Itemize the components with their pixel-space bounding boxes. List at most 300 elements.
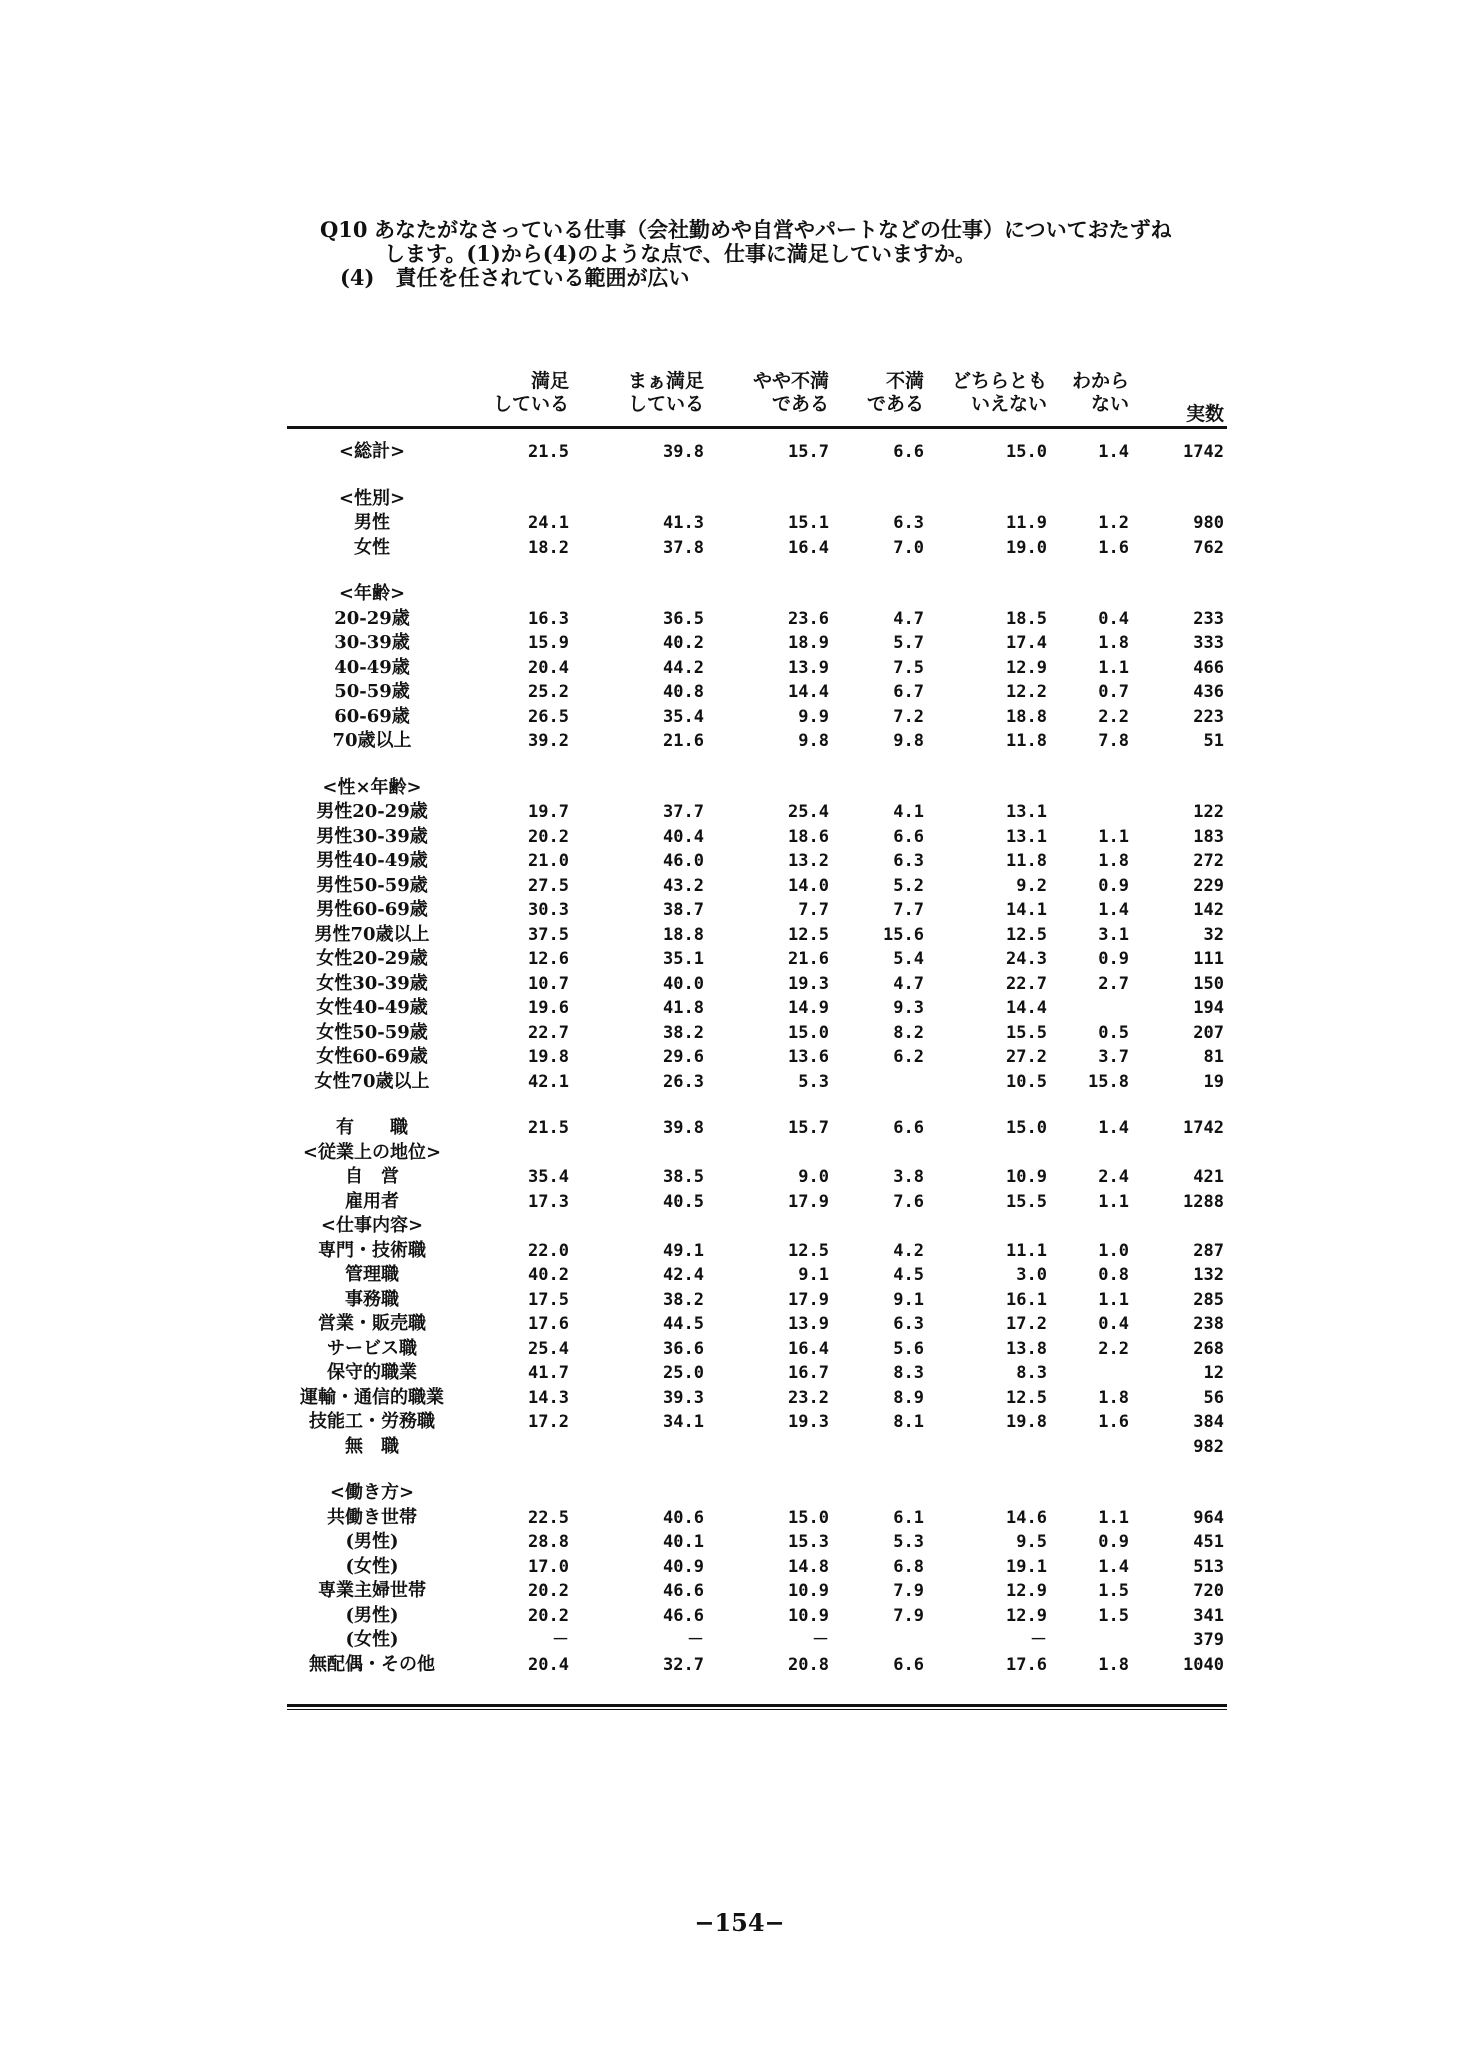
row-label: 雇用者 <box>345 1190 399 1212</box>
cell-value: 10.9 <box>788 1605 829 1626</box>
column-header <box>1072 370 1129 416</box>
cell-value: 18.6 <box>788 826 829 847</box>
cell-value: 132 <box>1193 1265 1224 1285</box>
cell-value: 30.3 <box>528 900 569 920</box>
column-header <box>952 370 1047 416</box>
cell-value: 333 <box>1193 633 1224 653</box>
cell-value: 384 <box>1193 1412 1224 1432</box>
cell-value: 44.5 <box>663 1314 704 1334</box>
cell-value: 46.6 <box>663 1581 704 1601</box>
question-text-1: あなたがなさっている仕事（会社勤めや自営やパートなどの仕事）についておたずね <box>374 217 1172 242</box>
cell-value: 14.4 <box>1006 998 1047 1018</box>
table-row <box>287 776 1227 801</box>
cell-value: 42.1 <box>528 1071 569 1092</box>
row-label: 男性 <box>354 512 390 533</box>
table-row <box>287 536 1227 561</box>
table-row <box>287 1239 1227 1264</box>
cell-value: 20.2 <box>528 1581 569 1601</box>
cell-value: 4.7 <box>893 973 924 994</box>
cell-value: 1.8 <box>1098 633 1129 653</box>
cell-value: 238 <box>1193 1314 1224 1334</box>
cell-value: 9.9 <box>798 706 829 727</box>
cell-value: 21.5 <box>528 442 569 462</box>
cell-value: 7.2 <box>893 706 924 727</box>
table-row <box>287 1386 1227 1411</box>
row-label: 男性20-29歳 <box>316 801 428 822</box>
cell-value: 15.5 <box>1006 1191 1047 1212</box>
cell-value: 22.7 <box>528 1022 569 1043</box>
cell-value: 8.9 <box>893 1387 924 1408</box>
row-label: 女性60-69歳 <box>316 1046 428 1067</box>
table-row <box>287 487 1227 512</box>
cell-value: 7.9 <box>893 1605 924 1626</box>
row-label: <総計> <box>338 441 406 462</box>
row-label: 保守的職業 <box>327 1362 417 1383</box>
cell-value: 3.7 <box>1098 1047 1129 1067</box>
cell-value: 20.2 <box>528 826 569 847</box>
cell-value: 19.0 <box>1006 537 1047 558</box>
cell-value: 17.6 <box>528 1314 569 1334</box>
cell-value: 11.9 <box>1006 513 1047 533</box>
cell-value: 39.2 <box>528 731 569 751</box>
table-bottom-rule <box>287 1704 1227 1707</box>
cell-value: 1.8 <box>1098 851 1129 871</box>
cell-value: 35.4 <box>663 706 704 727</box>
table-row <box>287 1070 1227 1095</box>
cell-value: 2.4 <box>1098 1167 1129 1187</box>
cell-value: 1.4 <box>1098 442 1129 462</box>
cell-value: 1.6 <box>1098 1412 1129 1432</box>
cell-value: 32 <box>1203 924 1224 945</box>
cell-value: 18.8 <box>1006 706 1047 727</box>
cell-value: 11.1 <box>1006 1240 1047 1261</box>
cell-value: 9.8 <box>893 731 924 751</box>
cell-value: 6.6 <box>893 442 924 462</box>
cell-value: 10.7 <box>528 973 569 994</box>
cell-value: 21.5 <box>528 1118 569 1138</box>
cell-value: 34.1 <box>663 1412 704 1432</box>
column-header-line1: やや不満 <box>752 370 829 392</box>
cell-value: 1040 <box>1183 1654 1224 1675</box>
cell-value: 6.3 <box>893 1314 924 1334</box>
cell-value: 150 <box>1193 973 1224 994</box>
cell-value: 22.0 <box>528 1240 569 1261</box>
column-header-line1: どちらとも <box>951 370 1047 392</box>
row-label: 女性50-59歳 <box>316 1021 428 1043</box>
cell-value: 43.2 <box>663 875 704 896</box>
table-row <box>287 607 1227 632</box>
cell-value: 15.3 <box>788 1532 829 1552</box>
cell-value: 3.0 <box>1016 1265 1047 1285</box>
cell-value: 10.9 <box>788 1581 829 1601</box>
table-row <box>287 1410 1227 1435</box>
cell-value: 9.3 <box>893 998 924 1018</box>
table-row <box>287 1555 1227 1580</box>
cell-value: 14.0 <box>788 875 829 896</box>
table-row <box>287 825 1227 850</box>
cell-value: 46.0 <box>663 851 704 871</box>
cell-value: 1288 <box>1183 1191 1224 1212</box>
cell-value: 13.1 <box>1006 802 1047 822</box>
column-header-line1: 不満 <box>885 370 924 392</box>
row-label: 女性70歳以上 <box>314 1070 430 1092</box>
cell-value: 9.5 <box>1016 1532 1047 1552</box>
cell-value: 5.7 <box>893 633 924 653</box>
table-row <box>287 800 1227 825</box>
cell-value: 7.7 <box>893 900 924 920</box>
cell-value: 1.1 <box>1098 1507 1129 1528</box>
cell-value: 2.2 <box>1098 1338 1129 1359</box>
table-row <box>287 511 1227 536</box>
table-row <box>287 1435 1227 1460</box>
row-label: 自 営 <box>345 1166 399 1187</box>
cell-value: 49.1 <box>663 1240 704 1261</box>
cell-value: 7.0 <box>893 537 924 558</box>
cell-value: 14.1 <box>1006 900 1047 920</box>
cell-value: 37.5 <box>528 924 569 945</box>
cell-value: 18.9 <box>788 633 829 653</box>
cell-value: 23.2 <box>788 1387 829 1408</box>
column-header-line2: である <box>866 393 924 415</box>
cell-value: 40.2 <box>528 1265 569 1285</box>
cell-value: 16.4 <box>788 1338 829 1359</box>
cell-value: 1.4 <box>1098 1556 1129 1577</box>
table-row <box>287 1481 1227 1506</box>
cell-value: 81 <box>1203 1047 1224 1067</box>
row-label: 無配偶・その他 <box>309 1653 435 1675</box>
cell-value: 1.2 <box>1098 513 1129 533</box>
cell-value: 12 <box>1203 1363 1224 1383</box>
cell-value: 22.7 <box>1006 973 1047 994</box>
cell-value: 6.3 <box>893 851 924 871</box>
cell-value: 36.6 <box>663 1338 704 1359</box>
cell-value: 1.1 <box>1098 657 1129 678</box>
cell-value: 13.9 <box>788 1314 829 1334</box>
table-body <box>287 440 1227 1677</box>
table-bottom-rule-thin <box>287 1709 1227 1710</box>
row-label: 無 職 <box>345 1435 399 1457</box>
cell-value: 39.8 <box>663 442 704 462</box>
table-row <box>287 1190 1227 1215</box>
row-label: 30-39歳 <box>334 632 410 653</box>
cell-value: 19 <box>1203 1071 1224 1092</box>
cell-value: 762 <box>1193 537 1224 558</box>
table-row <box>287 680 1227 705</box>
cell-value: － <box>552 1630 569 1650</box>
cell-value: 19.8 <box>528 1047 569 1067</box>
cell-value: 17.2 <box>1006 1314 1047 1334</box>
cell-value: 15.0 <box>1006 442 1047 462</box>
cell-value: 513 <box>1193 1556 1224 1577</box>
cell-value: 6.6 <box>893 1118 924 1138</box>
cell-value: 19.1 <box>1006 1556 1047 1577</box>
cell-value: 44.2 <box>663 657 704 678</box>
cell-value: 5.6 <box>893 1338 924 1359</box>
cell-value: 15.7 <box>788 442 829 462</box>
cell-value: 223 <box>1193 706 1224 727</box>
row-label: 女性30-39歳 <box>316 972 428 994</box>
table-row <box>287 874 1227 899</box>
column-header-line1: 満足 <box>530 370 569 392</box>
cell-value: 1.5 <box>1098 1581 1129 1601</box>
table-row <box>287 631 1227 656</box>
table-row <box>287 705 1227 730</box>
column-header-line2: である <box>771 393 829 415</box>
cell-value: 466 <box>1193 657 1224 678</box>
cell-value: 2.2 <box>1098 706 1129 727</box>
cell-value: 980 <box>1193 513 1224 533</box>
cell-value: 13.9 <box>788 657 829 678</box>
table-row <box>287 1337 1227 1362</box>
table-row <box>287 1530 1227 1555</box>
table-row <box>287 582 1227 607</box>
cell-value: 379 <box>1193 1630 1224 1650</box>
cell-value: 15.9 <box>528 633 569 653</box>
cell-value: 35.4 <box>528 1167 569 1187</box>
cell-value: 26.5 <box>528 706 569 727</box>
cell-value: 268 <box>1193 1338 1224 1359</box>
table-row <box>287 1021 1227 1046</box>
cell-value: 183 <box>1193 826 1224 847</box>
cell-value: 8.1 <box>893 1412 924 1432</box>
table-header <box>287 370 1227 429</box>
cell-value: 0.8 <box>1098 1265 1129 1285</box>
cell-value: 27.5 <box>528 875 569 896</box>
column-header-line2: している <box>627 393 704 415</box>
cell-value: 14.3 <box>528 1387 569 1408</box>
cell-value: 6.8 <box>893 1556 924 1577</box>
cell-value: 285 <box>1193 1289 1224 1310</box>
cell-value: 2.7 <box>1098 973 1129 994</box>
cell-value: 14.4 <box>788 682 829 702</box>
row-label: 20-29歳 <box>334 607 410 629</box>
cell-value: 142 <box>1193 900 1224 920</box>
cell-value: 18.2 <box>528 537 569 558</box>
table-row <box>287 1288 1227 1313</box>
cell-value: 341 <box>1193 1605 1224 1626</box>
row-label: 70歳以上 <box>332 730 412 751</box>
table-row <box>287 1628 1227 1653</box>
table-row <box>287 898 1227 923</box>
cell-value: 16.4 <box>788 537 829 558</box>
cell-value: 111 <box>1193 949 1224 969</box>
cell-value: 436 <box>1193 682 1224 702</box>
cell-value: 19.6 <box>528 998 569 1018</box>
cell-value: 40.0 <box>663 973 704 994</box>
cell-value: 0.9 <box>1098 875 1129 896</box>
cell-value: 40.9 <box>663 1556 704 1577</box>
cell-value: 15.8 <box>1088 1071 1129 1092</box>
cell-value: 18.8 <box>663 924 704 945</box>
column-header <box>628 370 704 416</box>
cell-value: 1.6 <box>1098 537 1129 558</box>
cell-value: 42.4 <box>663 1265 704 1285</box>
cell-value: － <box>687 1630 704 1650</box>
cell-value: 9.2 <box>1016 875 1047 896</box>
cell-value: 13.1 <box>1006 826 1047 847</box>
row-label: <性×年齢> <box>322 776 422 798</box>
table-row <box>287 729 1227 754</box>
cell-value: 3.1 <box>1098 924 1129 945</box>
cell-value: 7.9 <box>893 1581 924 1601</box>
cell-value: 6.6 <box>893 1654 924 1675</box>
row-label: 40-49歳 <box>334 656 410 678</box>
row-label: 男性40-49歳 <box>316 850 428 871</box>
cell-value: 20.4 <box>528 1654 569 1675</box>
table-row <box>287 440 1227 465</box>
cell-value: 1.4 <box>1098 900 1129 920</box>
cell-value: 40.1 <box>663 1532 704 1552</box>
question-line-1 <box>320 218 1250 242</box>
cell-value: 15.7 <box>788 1118 829 1138</box>
cell-value: 287 <box>1193 1240 1224 1261</box>
cell-value: 38.7 <box>663 900 704 920</box>
column-header-line1 <box>1186 380 1224 403</box>
cell-value: 6.6 <box>893 826 924 847</box>
cell-value: 19.3 <box>788 973 829 994</box>
cell-value: 38.5 <box>663 1167 704 1187</box>
cell-value: 11.8 <box>1006 731 1047 751</box>
cell-value: 39.3 <box>663 1387 704 1408</box>
cell-value: 194 <box>1193 998 1224 1018</box>
cell-value: 1.0 <box>1098 1240 1129 1261</box>
cell-value: 12.2 <box>1006 682 1047 702</box>
row-label: 60-69歳 <box>334 705 410 727</box>
row-label: 事務職 <box>345 1288 399 1310</box>
cell-value: 7.7 <box>798 900 829 920</box>
table-row <box>287 947 1227 972</box>
cell-value: 1742 <box>1183 442 1224 462</box>
cell-value: 13.8 <box>1006 1338 1047 1359</box>
cell-value: 1.1 <box>1098 1289 1129 1310</box>
cell-value: 17.0 <box>528 1556 569 1577</box>
table-row <box>287 1604 1227 1629</box>
question-line-2: します。(1)から(4)のような点で、仕事に満足していますか。 <box>384 241 976 266</box>
cell-value: 16.3 <box>528 608 569 629</box>
column-header-line2: している <box>492 393 569 415</box>
cell-value: 451 <box>1193 1532 1224 1552</box>
cell-value: 22.5 <box>528 1507 569 1528</box>
cell-value: 24.3 <box>1006 949 1047 969</box>
row-label: <従業上の地位> <box>302 1141 442 1163</box>
cell-value: 40.6 <box>663 1507 704 1528</box>
cell-value: 38.2 <box>663 1289 704 1310</box>
column-header-line1: わから <box>1071 370 1129 392</box>
cell-value: 56 <box>1203 1387 1224 1408</box>
cell-value: 16.1 <box>1006 1289 1047 1310</box>
cell-value: 14.6 <box>1006 1507 1047 1528</box>
column-header-line2: 実数 <box>1185 403 1224 425</box>
column-header-line1: まぁ満足 <box>627 370 704 392</box>
row-label: <年齢> <box>338 583 406 604</box>
cell-value: 5.2 <box>893 875 924 896</box>
row-label: 50-59歳 <box>334 681 410 702</box>
cell-value: 233 <box>1193 608 1224 629</box>
row-label: 専門・技術職 <box>318 1239 426 1261</box>
cell-value: 41.8 <box>663 998 704 1018</box>
row-label: 女性40-49歳 <box>316 997 428 1018</box>
cell-value: 10.9 <box>1006 1167 1047 1187</box>
cell-value: 38.2 <box>663 1022 704 1043</box>
cell-value: 7.8 <box>1098 731 1129 751</box>
row-label: (男性) <box>345 1531 399 1552</box>
cell-value: 15.0 <box>788 1507 829 1528</box>
cell-value: 9.8 <box>798 731 829 751</box>
cell-value: 15.0 <box>788 1022 829 1043</box>
cell-value: 964 <box>1193 1507 1224 1528</box>
cell-value: 6.1 <box>893 1507 924 1528</box>
cell-value: 13.2 <box>788 851 829 871</box>
cell-value: 51 <box>1203 731 1224 751</box>
row-label: 専業主婦世帯 <box>318 1580 426 1601</box>
table-row <box>287 923 1227 948</box>
cell-value: 37.8 <box>663 537 704 558</box>
cell-value: 421 <box>1193 1167 1224 1187</box>
cell-value: 0.7 <box>1098 682 1129 702</box>
table-row <box>287 972 1227 997</box>
cell-value: 21.6 <box>663 731 704 751</box>
cell-value: 5.4 <box>893 949 924 969</box>
cell-value: 9.0 <box>798 1167 829 1187</box>
cell-value: 14.8 <box>788 1556 829 1577</box>
row-label: (男性) <box>345 1604 399 1626</box>
cell-value: 4.7 <box>893 608 924 629</box>
column-header <box>1186 380 1224 426</box>
cell-value: 24.1 <box>528 513 569 533</box>
cell-value: 40.5 <box>663 1191 704 1212</box>
cell-value: 6.7 <box>893 682 924 702</box>
cell-value: 40.4 <box>663 826 704 847</box>
cell-value: 29.6 <box>663 1047 704 1067</box>
question-block <box>320 218 1250 290</box>
cell-value: 27.2 <box>1006 1047 1047 1067</box>
table-row <box>287 1116 1227 1141</box>
table-row <box>287 1579 1227 1604</box>
cell-value: 46.6 <box>663 1605 704 1626</box>
cell-value: 272 <box>1193 851 1224 871</box>
cell-value: 18.5 <box>1006 608 1047 629</box>
cell-value: 19.8 <box>1006 1412 1047 1432</box>
cell-value: 17.3 <box>528 1191 569 1212</box>
row-label: 女性20-29歳 <box>316 948 428 969</box>
cell-value: 11.8 <box>1006 851 1047 871</box>
cell-value: 720 <box>1193 1581 1224 1601</box>
cell-value: 13.6 <box>788 1047 829 1067</box>
cell-value: 8.3 <box>893 1363 924 1383</box>
cell-value: 16.7 <box>788 1363 829 1383</box>
cell-value: 1.1 <box>1098 826 1129 847</box>
cell-value: 41.7 <box>528 1363 569 1383</box>
cell-value: 1.4 <box>1098 1118 1129 1138</box>
cell-value: 0.4 <box>1098 1314 1129 1334</box>
cell-value: 4.1 <box>893 802 924 822</box>
cell-value: 28.8 <box>528 1532 569 1552</box>
column-header <box>753 370 829 416</box>
cell-value: 40.2 <box>663 633 704 653</box>
cell-value: 4.2 <box>893 1240 924 1261</box>
cell-value: 25.4 <box>528 1338 569 1359</box>
table-row <box>287 996 1227 1021</box>
row-label: 男性30-39歳 <box>316 825 428 847</box>
cell-value: 229 <box>1193 875 1224 896</box>
cell-value: 10.5 <box>1006 1071 1047 1092</box>
cell-value: 4.5 <box>893 1265 924 1285</box>
table-row <box>287 1653 1227 1678</box>
row-label: 有 職 <box>336 1117 408 1138</box>
cell-value: 207 <box>1193 1022 1224 1043</box>
cell-value: 12.9 <box>1006 1581 1047 1601</box>
cell-value: 8.3 <box>1016 1363 1047 1383</box>
